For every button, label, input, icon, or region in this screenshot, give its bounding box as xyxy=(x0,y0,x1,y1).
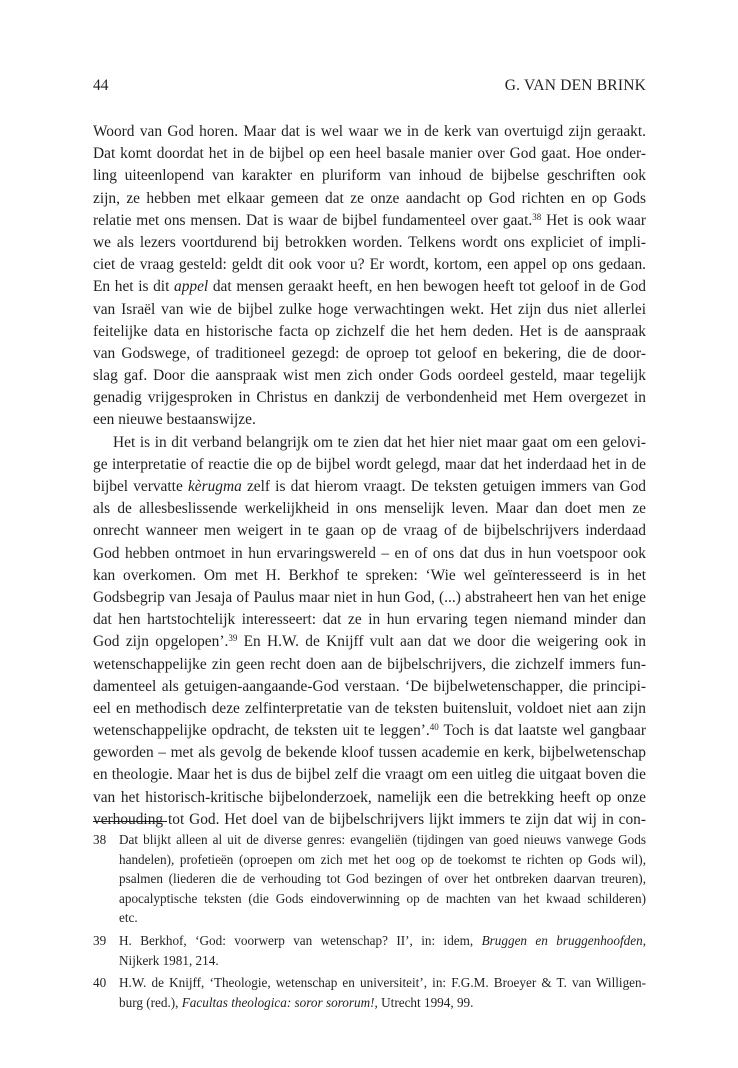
text-line: slag gaf. Door die aanspraak wist men zich onder Gods oordeel gesteld, maar tegelijk xyxy=(93,367,646,385)
footnote-line: apocalyptische teksten (die Gods eindoverwinning op de machten van het kwaad schilderen) xyxy=(119,890,646,906)
text-segment: relatie met ons mensen. Dat is waar de bijbel fundamenteel over gaat. xyxy=(93,211,533,229)
text-line: ge interpretatie of reactie die op de bijbel wordt gelegd, maar dat het inderdaad het in de xyxy=(93,455,646,473)
footnotes xyxy=(93,830,646,1015)
text-line: verhouding tot God. Het doel van de bijbelschrijvers lijkt immers te zijn dat wij in con- xyxy=(93,810,646,828)
footnote-ref-39[interactable]: 39 xyxy=(228,633,238,644)
footnote-line xyxy=(119,931,646,951)
text-segment: bijbel vervatte xyxy=(93,478,188,495)
footnote-number: 40 xyxy=(93,975,107,991)
text-line: dat hen hartstochtelijk interesseert: dat ze in hun ervaring tegen niemand minder dan xyxy=(93,611,646,629)
text-segment: wetenschappelijke opdracht, de teksten uit te leggen’. xyxy=(93,722,430,740)
text-line: Woord van God horen. Maar dat is wel waar we in de kerk van overtuigd zijn geraakt. xyxy=(93,123,646,140)
text-line: geworden – met als gevolg de bekende kloof tussen academie en kerk, bijbelwetenschap xyxy=(93,744,646,762)
text-line: van Godswege, of traditioneel gezegd: de oproep tot geloof en bekering, die de door- xyxy=(93,344,646,362)
footnote-line: handelen), profetieën (oproepen om zich met het oog op de toekomst te richten op Gods wil), xyxy=(119,851,646,867)
text-line: damenteel als getuigen-aangaande-God verstaan. ‘De bijbelwetenschapper, die principi- xyxy=(93,677,646,695)
text-line: ciet de vraag gesteld: geldt dit ook voor u? Er wordt, kortom, een appel op ons gedaan. xyxy=(93,256,646,274)
text-line xyxy=(93,720,646,742)
footnote-line: Dat blijkt alleen al uit de diverse genres: evangeliën (tijdingen van goed nieuws vanwege Gods xyxy=(119,832,646,847)
text-segment: God zijn opgelopen’. xyxy=(93,633,229,651)
text-segment: Het is ook waar xyxy=(541,211,646,229)
text-line: zijn, ze hebben met elkaar gemeen dat ze onze aandacht op God richten en op Gods xyxy=(93,189,646,207)
book-title: Facultas theologica: soror sororum! xyxy=(181,994,375,1010)
footnote-ref-40[interactable]: 40 xyxy=(429,722,439,733)
text-line: eel en methodisch deze zelfinterpretatie van de teksten buitensluit, voldoet niet aan zijn xyxy=(93,699,646,717)
text-line: wetenschappelijke zin geen recht doen aan de bijbelschrijvers, die zichzelf immers fun- xyxy=(93,655,646,673)
text-segment: En H.W. de Knijff vult aan dat we door die weigering ook in xyxy=(237,633,646,651)
footnote-number: 38 xyxy=(93,832,107,847)
text-line: als de allesbeslissende werkelijkheid in ons menselijk leven. Maar dan doet men ze xyxy=(93,500,646,518)
footnote-ref-38[interactable]: 38 xyxy=(532,211,542,222)
footnote-line: Nijkerk 1981, 214. xyxy=(119,952,219,968)
footnote-line: psalmen (liederen die de verhouding tot God bezingen of over het ontbreken daarvan treuren), xyxy=(119,871,646,887)
text-line xyxy=(93,210,646,232)
footnote-38 xyxy=(93,830,646,928)
text-line: Dat komt doordat het in de bijbel op een heel basale manier over God gaat. Hoe onder- xyxy=(93,145,646,163)
text-segment: burg (red.), xyxy=(119,994,182,1010)
footnote-line: H.W. de Knijff, ‘Theologie, wetenschap en universiteit’, in: F.G.M. Broeyer & T. van Willigen- xyxy=(119,975,646,991)
page-header xyxy=(93,77,646,99)
text-line: een nieuwe bestaanswijze. xyxy=(93,411,256,429)
body-text xyxy=(93,121,646,831)
text-line xyxy=(93,476,646,498)
text-line: genadig vrijgesproken in Christus en dankzij de verbondenheid met Hem overgezet in xyxy=(93,389,646,407)
text-segment: H. Berkhof, ‘God: voorwerp van wetenschap? II’, in: idem, xyxy=(119,932,482,948)
running-head: G. VAN DEN BRINK xyxy=(504,77,646,94)
text-line: Het is in dit verband belangrijk om te zien dat het hier niet maar gaat om een gelovi- xyxy=(113,433,646,451)
text-line: Godsbegrip van Jesaja of Paulus maar niet in hun God, (...) abstraheert hen van het enige xyxy=(93,588,646,606)
footnote-divider xyxy=(93,821,167,822)
emphasis: appel xyxy=(174,278,209,296)
text-line: God hebben ontmoet in hun ervaringswereld – en of ons dat dus in hun voetspoor ook xyxy=(93,544,646,562)
text-line: en theologie. Maar het is dus de bijbel zelf die vraagt om een uitleg die uitgaat boven die xyxy=(93,766,646,784)
text-line: ling uiteenlopend van karakter en pluriform van inhoud de bijbelse geschriften ook xyxy=(93,167,646,185)
text-line: we als lezers voortdurend bij betrokken worden. Telkens wordt ons expliciet of impli- xyxy=(93,233,646,251)
text-segment: dat mensen geraakt heeft, en hen bewogen heeft tot geloof in de God xyxy=(208,278,646,296)
text-line: onrecht wanneer men weigert in te gaan op de vraag of de bijbelschrijvers inderdaad xyxy=(93,522,646,540)
text-segment: , Utrecht 1994, 99. xyxy=(374,994,474,1010)
footnote-line xyxy=(119,993,646,1013)
footnote-line: etc. xyxy=(119,910,138,926)
text-line: van Israël van wie de bijbel zulke hoge verwachtingen wekt. Het zijn dus niet allerlei xyxy=(93,300,646,318)
text-segment: , xyxy=(642,932,646,948)
text-line: feitelijke data en historische facta op zichzelf die het hem deden. Het is de aanspraak xyxy=(93,322,646,340)
text-segment: zelf is dat hierom vraagt. De teksten getuigen immers van God xyxy=(241,478,646,495)
text-line xyxy=(93,631,646,653)
page-number: 44 xyxy=(93,77,109,94)
text-segment: En het is dit xyxy=(93,278,175,296)
text-line xyxy=(93,276,646,298)
footnote-39 xyxy=(93,931,646,970)
footnote-40 xyxy=(93,973,646,1012)
footnote-number: 39 xyxy=(93,932,107,948)
text-line: kan overkomen. Om met H. Berkhof te spreken: ‘Wie wel geïnteresseerd is in het xyxy=(93,566,646,584)
text-line: van het historisch-kritische bijbelonderzoek, namelijk een die betrekking heeft op onze xyxy=(93,788,646,806)
emphasis: kèrugma xyxy=(187,478,242,495)
book-title: Bruggen en bruggenhoofden xyxy=(481,932,643,948)
text-segment: Toch is dat laatste wel gangbaar xyxy=(438,722,646,740)
